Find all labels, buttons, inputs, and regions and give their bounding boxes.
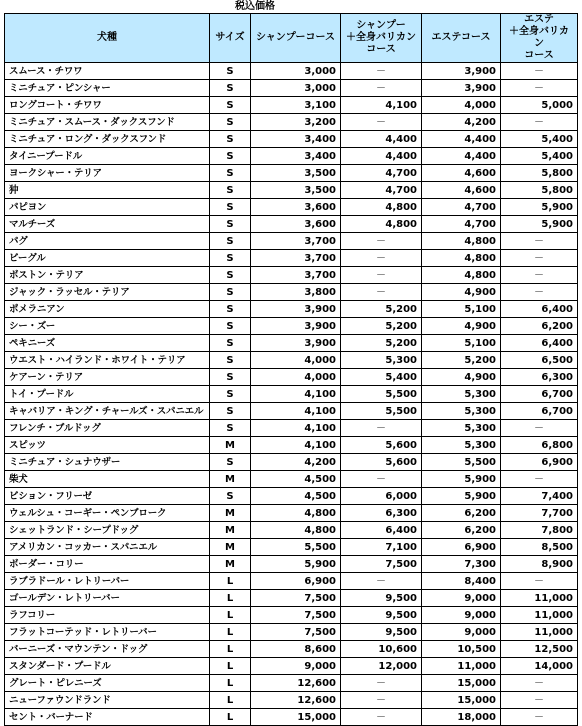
table-row	[5, 267, 578, 284]
este-clip-price-cell: －	[501, 284, 578, 301]
breed-cell: アメリカン・コッカー・スパニエル	[5, 539, 210, 556]
shampoo-clip-price-cell: 6,300	[341, 505, 422, 522]
breed-cell: ミニチュア・ピンシャー	[5, 80, 210, 97]
table-row	[5, 114, 578, 131]
este-clip-price-cell: 6,700	[501, 403, 578, 420]
breed-cell: ポメラニアン	[5, 301, 210, 318]
este-clip-price-cell: 6,400	[501, 301, 578, 318]
table-row	[5, 80, 578, 97]
shampoo-clip-price-cell: －	[341, 284, 422, 301]
table-row	[5, 148, 578, 165]
este-price-cell: 4,700	[422, 216, 501, 233]
size-cell: S	[210, 131, 251, 148]
size-cell: S	[210, 420, 251, 437]
breed-cell: ウェルシュ・コーギー・ペンブローク	[5, 505, 210, 522]
size-cell: L	[210, 624, 251, 641]
breed-cell: グレート・ピレニーズ	[5, 675, 210, 692]
size-cell: S	[210, 182, 251, 199]
shampoo-price-cell: 7,500	[251, 607, 341, 624]
size-cell: S	[210, 63, 251, 80]
size-cell: S	[210, 301, 251, 318]
shampoo-price-cell: 12,600	[251, 675, 341, 692]
size-cell: L	[210, 709, 251, 726]
shampoo-price-cell: 3,400	[251, 131, 341, 148]
table-row	[5, 556, 578, 573]
size-cell: L	[210, 658, 251, 675]
shampoo-price-cell: 3,200	[251, 114, 341, 131]
shampoo-price-cell: 12,600	[251, 692, 341, 709]
table-row	[5, 488, 578, 505]
breed-cell: 狆	[5, 182, 210, 199]
este-clip-price-cell: 5,900	[501, 216, 578, 233]
table-row	[5, 624, 578, 641]
breed-cell: ウエスト・ハイランド・ホワイト・テリア	[5, 352, 210, 369]
size-cell: S	[210, 369, 251, 386]
shampoo-clip-price-cell: －	[341, 573, 422, 590]
este-price-cell: 3,900	[422, 63, 501, 80]
shampoo-clip-price-cell: 5,200	[341, 318, 422, 335]
table-row	[5, 709, 578, 726]
shampoo-clip-price-cell: 5,500	[341, 403, 422, 420]
shampoo-price-cell: 3,900	[251, 301, 341, 318]
este-price-cell: 5,300	[422, 403, 501, 420]
este-price-cell: 4,800	[422, 250, 501, 267]
shampoo-clip-price-cell: －	[341, 471, 422, 488]
este-clip-price-cell: －	[501, 233, 578, 250]
breed-cell: ミニチュア・スムース・ダックスフンド	[5, 114, 210, 131]
size-cell: S	[210, 318, 251, 335]
header-este-course: エステコース	[422, 14, 501, 63]
table-row	[5, 369, 578, 386]
este-price-cell: 5,300	[422, 386, 501, 403]
table-row	[5, 471, 578, 488]
size-cell: S	[210, 148, 251, 165]
shampoo-clip-price-cell: －	[341, 267, 422, 284]
este-clip-price-cell: －	[501, 250, 578, 267]
breed-cell: セント・バーナード	[5, 709, 210, 726]
size-cell: L	[210, 641, 251, 658]
shampoo-clip-price-cell: 6,400	[341, 522, 422, 539]
este-price-cell: 4,900	[422, 369, 501, 386]
size-cell: L	[210, 573, 251, 590]
este-clip-price-cell: 5,400	[501, 131, 578, 148]
table-header-row	[5, 14, 578, 63]
breed-cell: 柴犬	[5, 471, 210, 488]
este-clip-price-cell: 11,000	[501, 624, 578, 641]
header-este-clip-course	[501, 14, 578, 63]
shampoo-price-cell: 3,400	[251, 148, 341, 165]
table-row	[5, 97, 578, 114]
size-cell: S	[210, 454, 251, 471]
shampoo-clip-price-cell: 6,000	[341, 488, 422, 505]
shampoo-price-cell: 7,500	[251, 590, 341, 607]
table-row	[5, 216, 578, 233]
breed-cell: ペキニーズ	[5, 335, 210, 352]
shampoo-clip-price-cell: 9,500	[341, 624, 422, 641]
este-price-cell: 9,000	[422, 590, 501, 607]
este-price-cell: 15,000	[422, 675, 501, 692]
shampoo-clip-price-cell: 7,100	[341, 539, 422, 556]
breed-cell: ビション・フリーゼ	[5, 488, 210, 505]
este-price-cell: 5,500	[422, 454, 501, 471]
size-cell: M	[210, 471, 251, 488]
shampoo-clip-price-cell: 9,500	[341, 590, 422, 607]
breed-cell: ラフコリー	[5, 607, 210, 624]
shampoo-price-cell: 3,000	[251, 80, 341, 97]
shampoo-clip-price-cell: 12,000	[341, 658, 422, 675]
size-cell: S	[210, 386, 251, 403]
table-body	[5, 63, 578, 726]
size-cell: S	[210, 250, 251, 267]
este-clip-price-cell: 11,000	[501, 590, 578, 607]
este-clip-price-cell: 12,500	[501, 641, 578, 658]
este-price-cell: 6,200	[422, 505, 501, 522]
header-este-clip-line1: エステ	[524, 14, 554, 25]
size-cell: S	[210, 114, 251, 131]
breed-cell: フラットコーテッド・レトリーバー	[5, 624, 210, 641]
este-clip-price-cell: 6,800	[501, 437, 578, 454]
breed-cell: ケアーン・テリア	[5, 369, 210, 386]
size-cell: M	[210, 522, 251, 539]
este-price-cell: 5,100	[422, 301, 501, 318]
table-row	[5, 675, 578, 692]
este-price-cell: 5,200	[422, 352, 501, 369]
size-cell: L	[210, 675, 251, 692]
table-row	[5, 607, 578, 624]
breed-cell: トイ・プードル	[5, 386, 210, 403]
breed-cell: ロングコート・チワワ	[5, 97, 210, 114]
este-clip-price-cell: 6,500	[501, 352, 578, 369]
shampoo-clip-price-cell: 4,800	[341, 216, 422, 233]
shampoo-clip-price-cell: 5,600	[341, 437, 422, 454]
shampoo-price-cell: 7,500	[251, 624, 341, 641]
table-row	[5, 573, 578, 590]
shampoo-price-cell: 9,000	[251, 658, 341, 675]
shampoo-price-cell: 4,800	[251, 522, 341, 539]
table-row	[5, 692, 578, 709]
este-clip-price-cell: －	[501, 573, 578, 590]
shampoo-clip-price-cell: 9,500	[341, 607, 422, 624]
shampoo-clip-price-cell: 7,500	[341, 556, 422, 573]
shampoo-price-cell: 4,000	[251, 369, 341, 386]
breed-cell: パピヨン	[5, 199, 210, 216]
shampoo-price-cell: 4,200	[251, 454, 341, 471]
breed-cell: スタンダード・プードル	[5, 658, 210, 675]
shampoo-price-cell: 3,100	[251, 97, 341, 114]
size-cell: S	[210, 335, 251, 352]
este-price-cell: 9,000	[422, 607, 501, 624]
este-price-cell: 10,500	[422, 641, 501, 658]
table-row	[5, 284, 578, 301]
este-clip-price-cell: －	[501, 267, 578, 284]
shampoo-clip-price-cell: －	[341, 420, 422, 437]
table-row	[5, 199, 578, 216]
table-row	[5, 352, 578, 369]
este-price-cell: 5,300	[422, 420, 501, 437]
table-row	[5, 233, 578, 250]
shampoo-clip-price-cell: 5,300	[341, 352, 422, 369]
este-clip-price-cell: 11,000	[501, 607, 578, 624]
shampoo-price-cell: 4,100	[251, 420, 341, 437]
shampoo-clip-price-cell: 4,700	[341, 165, 422, 182]
este-price-cell: 6,900	[422, 539, 501, 556]
breed-cell: ビーグル	[5, 250, 210, 267]
table-row	[5, 420, 578, 437]
size-cell: S	[210, 352, 251, 369]
breed-cell: キャバリア・キング・チャールズ・スパニエル	[5, 403, 210, 420]
shampoo-price-cell: 8,600	[251, 641, 341, 658]
este-price-cell: 4,000	[422, 97, 501, 114]
este-clip-price-cell: 6,400	[501, 335, 578, 352]
shampoo-price-cell: 5,900	[251, 556, 341, 573]
este-clip-price-cell: －	[501, 420, 578, 437]
header-este-clip-line2: ＋全身バリカン	[509, 26, 569, 49]
size-cell: S	[210, 199, 251, 216]
shampoo-price-cell: 3,900	[251, 335, 341, 352]
este-clip-price-cell: －	[501, 471, 578, 488]
shampoo-price-cell: 3,500	[251, 182, 341, 199]
este-price-cell: 4,400	[422, 148, 501, 165]
shampoo-clip-price-cell: 5,200	[341, 335, 422, 352]
header-size: サイズ	[210, 14, 251, 63]
table-row	[5, 318, 578, 335]
este-price-cell: 4,900	[422, 284, 501, 301]
este-price-cell: 18,000	[422, 709, 501, 726]
grooming-price-table	[4, 13, 578, 726]
breed-cell: ヨークシャー・テリア	[5, 165, 210, 182]
table-row	[5, 454, 578, 471]
breed-cell: スムース・チワワ	[5, 63, 210, 80]
size-cell: S	[210, 80, 251, 97]
shampoo-clip-price-cell: 4,700	[341, 182, 422, 199]
shampoo-price-cell: 4,100	[251, 386, 341, 403]
table-row	[5, 63, 578, 80]
table-row	[5, 505, 578, 522]
table-row	[5, 641, 578, 658]
shampoo-price-cell: 3,700	[251, 233, 341, 250]
este-price-cell: 4,800	[422, 233, 501, 250]
size-cell: S	[210, 216, 251, 233]
este-clip-price-cell: 5,400	[501, 148, 578, 165]
este-clip-price-cell: 6,200	[501, 318, 578, 335]
shampoo-clip-price-cell: 4,800	[341, 199, 422, 216]
table-row	[5, 182, 578, 199]
shampoo-price-cell: 15,000	[251, 709, 341, 726]
size-cell: S	[210, 488, 251, 505]
size-cell: S	[210, 284, 251, 301]
size-cell: M	[210, 437, 251, 454]
breed-cell: シー・ズー	[5, 318, 210, 335]
breed-cell: シェットランド・シープドッグ	[5, 522, 210, 539]
shampoo-price-cell: 3,700	[251, 250, 341, 267]
shampoo-clip-price-cell: －	[341, 114, 422, 131]
size-cell: L	[210, 590, 251, 607]
header-shampoo-clip-line1: シャンプー	[356, 20, 406, 31]
este-price-cell: 8,400	[422, 573, 501, 590]
table-row	[5, 301, 578, 318]
shampoo-clip-price-cell: －	[341, 692, 422, 709]
shampoo-clip-price-cell: 10,600	[341, 641, 422, 658]
breed-cell: スピッツ	[5, 437, 210, 454]
header-este-clip-line3: コース	[524, 50, 554, 61]
este-price-cell: 5,100	[422, 335, 501, 352]
shampoo-price-cell: 3,000	[251, 63, 341, 80]
table-row	[5, 590, 578, 607]
shampoo-clip-price-cell: 5,600	[341, 454, 422, 471]
shampoo-clip-price-cell: －	[341, 250, 422, 267]
este-clip-price-cell: 8,900	[501, 556, 578, 573]
size-cell: L	[210, 607, 251, 624]
table-row	[5, 539, 578, 556]
shampoo-price-cell: 4,500	[251, 488, 341, 505]
shampoo-price-cell: 4,100	[251, 403, 341, 420]
shampoo-price-cell: 4,100	[251, 437, 341, 454]
este-price-cell: 11,000	[422, 658, 501, 675]
tax-included-caption: 税込価格	[235, 1, 275, 12]
shampoo-clip-price-cell: 4,400	[341, 131, 422, 148]
breed-cell: ニューファウンドランド	[5, 692, 210, 709]
este-price-cell: 4,600	[422, 165, 501, 182]
este-clip-price-cell: 7,800	[501, 522, 578, 539]
breed-cell: タイニープードル	[5, 148, 210, 165]
este-clip-price-cell: 5,800	[501, 182, 578, 199]
breed-cell: ボーダー・コリー	[5, 556, 210, 573]
este-price-cell: 4,700	[422, 199, 501, 216]
shampoo-price-cell: 6,900	[251, 573, 341, 590]
shampoo-clip-price-cell: －	[341, 233, 422, 250]
shampoo-price-cell: 3,800	[251, 284, 341, 301]
table-row	[5, 658, 578, 675]
shampoo-price-cell: 3,700	[251, 267, 341, 284]
breed-cell: バーニーズ・マウンテン・ドッグ	[5, 641, 210, 658]
shampoo-clip-price-cell: 5,400	[341, 369, 422, 386]
shampoo-price-cell: 4,500	[251, 471, 341, 488]
header-shampoo-clip-line2: ＋全身バリカン	[346, 32, 416, 43]
este-price-cell: 4,800	[422, 267, 501, 284]
este-clip-price-cell: －	[501, 63, 578, 80]
este-clip-price-cell: 7,400	[501, 488, 578, 505]
breed-cell: パグ	[5, 233, 210, 250]
header-shampoo-clip-line3: コース	[366, 44, 396, 55]
breed-cell: ジャック・ラッセル・テリア	[5, 284, 210, 301]
este-clip-price-cell: 6,700	[501, 386, 578, 403]
shampoo-clip-price-cell: 5,500	[341, 386, 422, 403]
este-price-cell: 5,900	[422, 471, 501, 488]
breed-cell: フレンチ・ブルドッグ	[5, 420, 210, 437]
este-clip-price-cell: 5,800	[501, 165, 578, 182]
shampoo-clip-price-cell: 4,100	[341, 97, 422, 114]
breed-cell: ミニチュア・ロング・ダックスフンド	[5, 131, 210, 148]
size-cell: L	[210, 692, 251, 709]
size-cell: S	[210, 403, 251, 420]
shampoo-price-cell: 3,600	[251, 216, 341, 233]
este-price-cell: 5,300	[422, 437, 501, 454]
shampoo-clip-price-cell: －	[341, 709, 422, 726]
este-clip-price-cell: －	[501, 114, 578, 131]
shampoo-clip-price-cell: 4,400	[341, 148, 422, 165]
table-row	[5, 165, 578, 182]
este-price-cell: 6,200	[422, 522, 501, 539]
header-shampoo-clip-course	[341, 14, 422, 63]
este-clip-price-cell: 5,000	[501, 97, 578, 114]
este-price-cell: 4,900	[422, 318, 501, 335]
breed-cell: ボストン・テリア	[5, 267, 210, 284]
size-cell: M	[210, 505, 251, 522]
breed-cell: ゴールデン・レトリーバー	[5, 590, 210, 607]
table-row	[5, 386, 578, 403]
size-cell: S	[210, 165, 251, 182]
table-row	[5, 335, 578, 352]
shampoo-clip-price-cell: 5,200	[341, 301, 422, 318]
breed-cell: ラブラドール・レトリーバー	[5, 573, 210, 590]
size-cell: M	[210, 539, 251, 556]
size-cell: S	[210, 267, 251, 284]
shampoo-price-cell: 5,500	[251, 539, 341, 556]
este-price-cell: 15,000	[422, 692, 501, 709]
este-price-cell: 4,600	[422, 182, 501, 199]
shampoo-price-cell: 3,900	[251, 318, 341, 335]
este-price-cell: 4,400	[422, 131, 501, 148]
este-clip-price-cell: －	[501, 692, 578, 709]
header-breed: 犬種	[5, 14, 210, 63]
table-row	[5, 522, 578, 539]
header-shampoo-course: シャンプーコース	[251, 14, 341, 63]
shampoo-price-cell: 3,600	[251, 199, 341, 216]
este-clip-price-cell: －	[501, 675, 578, 692]
shampoo-clip-price-cell: －	[341, 675, 422, 692]
este-price-cell: 7,300	[422, 556, 501, 573]
este-clip-price-cell: 5,900	[501, 199, 578, 216]
table-row	[5, 437, 578, 454]
table-row	[5, 131, 578, 148]
este-clip-price-cell: －	[501, 709, 578, 726]
shampoo-price-cell: 3,500	[251, 165, 341, 182]
este-clip-price-cell: －	[501, 80, 578, 97]
shampoo-clip-price-cell: －	[341, 63, 422, 80]
table-row	[5, 403, 578, 420]
breed-cell: ミニチュア・シュナウザー	[5, 454, 210, 471]
shampoo-clip-price-cell: －	[341, 80, 422, 97]
shampoo-price-cell: 4,000	[251, 352, 341, 369]
este-price-cell: 5,900	[422, 488, 501, 505]
size-cell: S	[210, 233, 251, 250]
este-price-cell: 3,900	[422, 80, 501, 97]
este-clip-price-cell: 6,300	[501, 369, 578, 386]
size-cell: S	[210, 97, 251, 114]
este-price-cell: 9,000	[422, 624, 501, 641]
breed-cell: マルチーズ	[5, 216, 210, 233]
este-price-cell: 4,200	[422, 114, 501, 131]
este-clip-price-cell: 14,000	[501, 658, 578, 675]
size-cell: M	[210, 556, 251, 573]
este-clip-price-cell: 8,500	[501, 539, 578, 556]
este-clip-price-cell: 7,700	[501, 505, 578, 522]
table-row	[5, 250, 578, 267]
este-clip-price-cell: 6,900	[501, 454, 578, 471]
shampoo-price-cell: 4,800	[251, 505, 341, 522]
